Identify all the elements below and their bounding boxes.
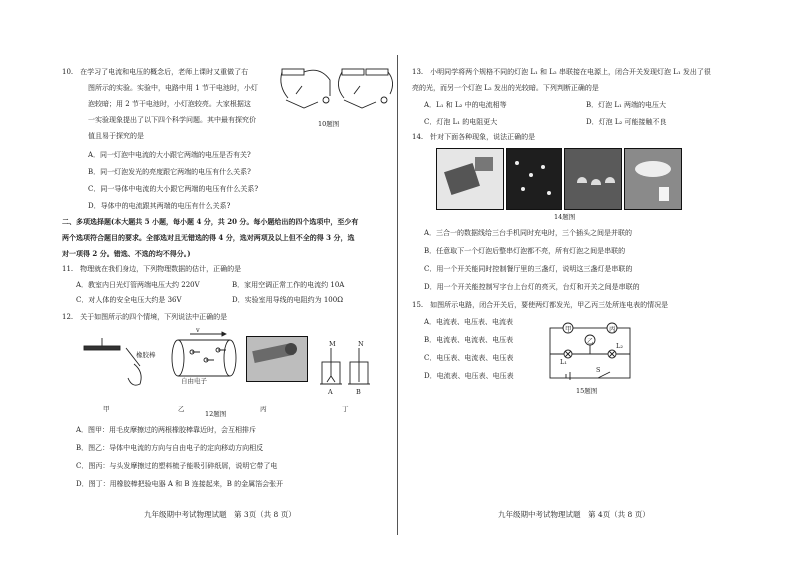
q13-line-2: 亮的光，而另一个灯泡 L₂ 发出的光较暗。下列判断正确的是 xyxy=(412,84,599,92)
q12-label-b: B xyxy=(356,388,361,396)
q12-caption-bing: 丙 xyxy=(260,405,267,413)
q10-line-4: 一实验现象提出了以下四个科学问题。其中最有探究价 xyxy=(88,116,256,124)
q14-photo-dining-lamps xyxy=(564,148,622,210)
q15-label-s: S xyxy=(596,366,601,374)
q13-option-c: C．灯泡 L₁ 的电阻更大 xyxy=(424,118,498,126)
q13-option-d: D．灯泡 L₂ 可能接触不良 xyxy=(586,118,667,126)
section2-line-2: 两个选项符合题目的要求。全部选对且无错选的得 4 分，选对两项及以上但不全的得 3 分，选 xyxy=(62,233,355,242)
page-4-footer: 九年级期中考试物理试题 第 4页（共 8 页） xyxy=(498,510,650,519)
q10-line-5: 值且易于探究的是 xyxy=(88,132,144,140)
q12-label-a: A xyxy=(328,388,333,396)
q12-label-m: M xyxy=(329,340,336,348)
q10-line-3: 泡较暗；用 2 节干电池时，小灯泡较亮。大家根据这 xyxy=(88,100,251,108)
q13-option-a: A．L₁ 和 L₂ 中的电流相等 xyxy=(424,101,507,109)
q14-option-b: B．任意取下一个灯泡后整串灯泡都不亮，所有灯泡之间是串联的 xyxy=(424,247,626,255)
q13-line-1: 13. 小明同学将两个规格不同的灯泡 L₁ 和 L₂ 串联接在电源上，闭合开关发现灯泡 L₁ 发出了很 xyxy=(412,68,711,76)
q10-line-1: 10. 在学习了电流和电压的概念后，老师上课时又重做了右 xyxy=(62,68,249,76)
q12-label-rubber-rod: 橡胶棒 xyxy=(136,351,156,359)
q15-option-c: C．电压表、电流表、电压表 xyxy=(424,354,514,362)
q15-label-l2: L₂ xyxy=(616,342,623,350)
q15-option-b: B．电流表、电流表、电压表 xyxy=(424,336,514,344)
q14-option-a: A．三合一的数据线给三台手机同时充电时，三个插头之间是并联的 xyxy=(424,229,633,237)
q12-photo-bing xyxy=(246,336,308,382)
q12-option-b: B．图乙：导体中电流的方向与自由电子的定向移动方向相反 xyxy=(76,444,264,452)
section2-line-3: 对一项得 2 分。错选、不选的均不得分。) xyxy=(62,249,191,258)
q12-option-d: D．图丁：用橡胶棒把验电器 A 和 B 连接起来，B 的金属箔会张开 xyxy=(76,480,284,488)
q12-option-a: A．图甲：用毛皮摩擦过的两根橡胶棒靠近时，会互相排斥 xyxy=(76,426,257,434)
q15-option-d: D．电流表、电压表、电压表 xyxy=(424,372,514,380)
q12-figure-ding xyxy=(316,342,376,398)
q13-option-b: B．灯泡 L₁ 两端的电压大 xyxy=(586,101,667,109)
q10-option-c: C．同一导体中电流的大小跟它两端的电压有什么关系? xyxy=(88,185,259,193)
q14-photo-light-string xyxy=(506,148,562,210)
section2-line-1: 二、多项选择题(本大题共 5 小题，每小题 4 分，共 20 分。每小题给出的四个选项中，至少有 xyxy=(62,217,359,226)
q14-photo-desk-lamp xyxy=(624,148,682,210)
q15-label-l1: L₁ xyxy=(560,358,567,366)
q11-stem: 11. 物理就在我们身边，下列物理数据的估计，正确的是 xyxy=(62,265,242,273)
exam-page-4 xyxy=(398,0,794,562)
q12-option-c: C．图丙：与头发摩擦过的塑料梳子能吸引碎纸屑，说明它带了电 xyxy=(76,462,278,470)
q14-stem: 14. 针对下面各种现象，说法正确的是 xyxy=(412,133,536,141)
q14-option-d: D．用一个开关能控制写字台上台灯的亮灭，台灯和开关之间是串联的 xyxy=(424,283,640,291)
q15-label-jia: 甲 xyxy=(565,325,572,333)
q10-circuit-figure xyxy=(278,64,398,116)
q10-option-b: B．同一灯泡发光的亮度跟它两端的电压有什么关系? xyxy=(88,168,251,176)
q12-label-free-electron: 自由电子 xyxy=(181,377,207,385)
q15-stem: 15. 如图所示电路，闭合开关后，要使两灯都发光，甲乙丙三处所连电表的情况是 xyxy=(412,301,669,309)
q10-line-2: 图所示的实验。实验中，电路中用 1 节干电池时，小灯 xyxy=(88,84,258,92)
q10-option-a: A．同一灯泡中电流的大小跟它两端的电压是否有关? xyxy=(88,151,251,159)
page-3-footer: 九年级期中考试物理试题 第 3页（共 8 页） xyxy=(144,510,296,519)
q12-caption-ding: 丁 xyxy=(342,405,349,413)
q11-option-d: D．实验室用导线的电阻约为 100Ω xyxy=(232,296,344,304)
q12-label-n: N xyxy=(358,340,364,348)
q11-option-a: A．教室内日光灯管两端电压大约 220V xyxy=(76,281,200,289)
q15-label-yi: 乙 xyxy=(587,337,594,345)
q15-figure-caption: 15题图 xyxy=(576,387,598,395)
q15-circuit-diagram xyxy=(544,320,636,384)
q14-photo-charger xyxy=(436,148,504,210)
q12-caption-yi: 乙 xyxy=(178,405,185,413)
q10-figure-caption: 10题图 xyxy=(318,120,340,128)
q11-option-c: C．对人体的安全电压大约是 36V xyxy=(76,296,182,304)
q12-label-velocity: v xyxy=(196,326,200,334)
q12-figure-jia xyxy=(82,336,152,396)
q12-stem: 12. 关于如图所示的四个情境，下列说法中正确的是 xyxy=(62,313,228,321)
q12-figure-caption: 12题图 xyxy=(205,410,227,418)
q15-option-a: A．电流表、电压表、电流表 xyxy=(424,318,514,326)
q10-option-d: D．导体中的电流跟其两端的电压有什么关系? xyxy=(88,202,231,210)
q12-caption-jia: 甲 xyxy=(103,405,110,413)
q15-label-bing: 丙 xyxy=(609,325,616,333)
q11-option-b: B．家用空调正常工作的电流约 10A xyxy=(232,281,345,289)
q14-option-c: C．用一个开关能同时控制餐厅里的三盏灯，说明这三盏灯是串联的 xyxy=(424,265,633,273)
q14-figure-caption: 14题图 xyxy=(554,213,576,221)
